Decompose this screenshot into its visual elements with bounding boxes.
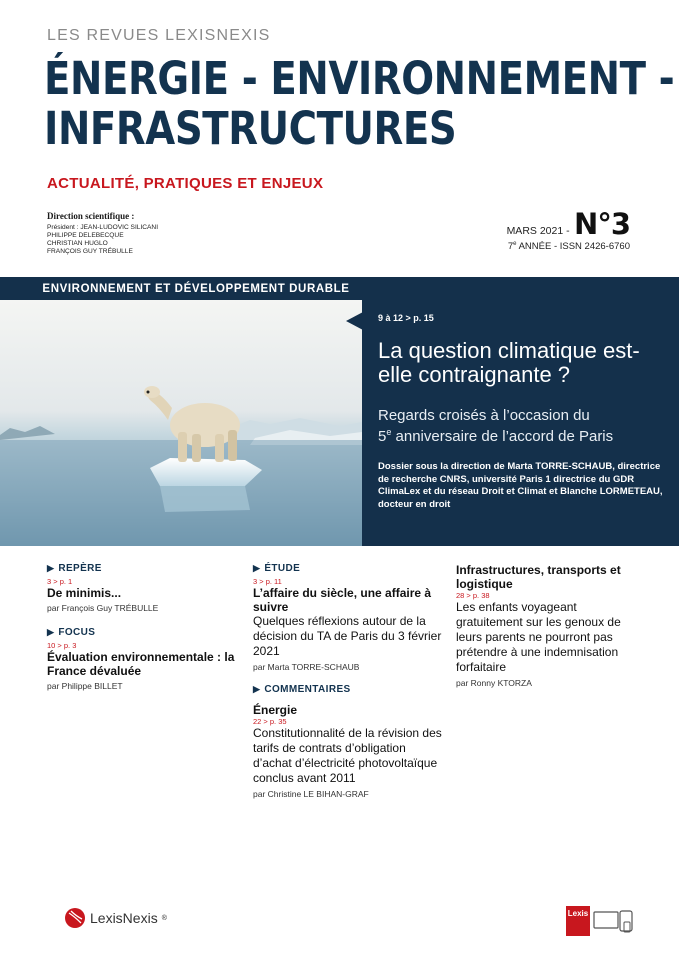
article-heading: Évaluation environnementale : la France dévaluée [47,650,235,678]
publisher-line: LES REVUES LEXISNEXIS [47,27,271,44]
lexisnexis-emblem-icon [64,907,86,929]
issue-meta: 7e ANNÉE - ISSN 2426-6760 [507,241,630,253]
article-author: par Christine LE BIHAN-GRAF [253,789,369,799]
triangle-icon: ▶ [47,563,55,573]
section-header-focus: ▶ FOCUS [47,627,96,638]
page-ref: 3 > p. 11 [253,577,282,586]
article-summary: Les enfants voyageant gratuitement sur les genoux de leurs parents ne pourront pas prétendre à une indemnisation forfaitaire [456,600,621,674]
polar-bear-photo [0,300,362,546]
dossier-page-ref: 9 à 12 > p. 15 [378,313,434,323]
page-ref: 22 > p. 35 [253,717,287,726]
issue-number: N°3 [574,207,630,241]
issue-info [506,207,630,253]
article-summary: Constitutionnalité de la révision des tarifs de contrats d’obligation d’achat d’électricité photovoltaïque conclus avant 2011 [253,726,442,785]
triangle-icon: ▶ [47,627,55,637]
section-header-etude: ▶ ÉTUDE [253,563,301,574]
article-heading: L’affaire du siècle, une affaire à suivre [253,586,432,614]
page-ref: 28 > p. 38 [456,591,490,600]
journal-title-line-1: ÉNERGIE - ENVIRONNEMENT - [44,52,675,105]
devices-icon [593,908,633,936]
column-3 [456,563,636,688]
multi-device-badge [566,906,633,936]
section-band-label: ENVIRONNEMENT ET DÉVELOPPEMENT DURABLE [30,277,362,300]
direction-list [47,224,158,256]
journal-title-line-2: INFRASTRUCTURES [44,102,457,155]
triangle-icon: ▶ [253,563,261,573]
direction-president: Président : JEAN-LUDOVIC SILICANI [47,224,159,231]
direction-member: CHRISTIAN HUGLO [47,240,108,247]
section-header-commentaires: ▶ COMMENTAIRES [253,684,351,695]
band-notch [346,312,363,330]
triangle-icon: ▶ [253,684,261,694]
direction-heading: Direction scientifique : [47,211,135,221]
article-heading: De minimis... [47,586,122,600]
article-summary: Quelques réflexions autour de la décision du TA de Paris du 3 février 2021 [253,614,442,658]
article-heading: Énergie [253,703,298,717]
dossier-title: La question climatique est-elle contraignante ? [378,338,640,387]
lexisnexis-wordmark: LexisNexis [90,910,158,926]
page-ref: 3 > p. 1 [47,577,73,586]
section-header-repere: ▶ REPÈRE [47,563,102,574]
article-author: par Ronny KTORZA [456,678,532,688]
direction-member: PHILIPPE DELEBECQUE [47,232,124,239]
column-2 [253,563,443,799]
article-heading: Infrastructures, transports et logistique [456,563,621,591]
article-author: par Marta TORRE-SCHAUB [253,662,360,672]
dossier-description: Dossier sous la direction de Marta TORRE-SCHAUB, directrice de recherche CNRS, université Paris 1 directrice du GDR ClimaLex et du réseau Droit et Climat et Blanche LORMETEAU, docteur en droit [378,461,663,510]
lexisnexis-logo: LexisNexis ® [64,907,167,929]
book-icon: Lexis [566,906,590,936]
polar-bear-illustration [0,300,362,546]
dossier-subtitle: Regards croisés à l’occasion du 5e anniversaire de l’accord de Paris [378,407,614,445]
page-ref: 10 > p. 3 [47,641,77,650]
column-1 [47,563,247,691]
direction-member: FRANÇOIS GUY TRÉBULLE [47,248,133,255]
issue-date: MARS 2021 - [506,225,570,237]
article-author: par François Guy TRÉBULLE [47,603,159,613]
journal-subtitle: ACTUALITÉ, PRATIQUES ET ENJEUX [47,175,324,192]
article-author: par Philippe BILLET [47,681,123,691]
